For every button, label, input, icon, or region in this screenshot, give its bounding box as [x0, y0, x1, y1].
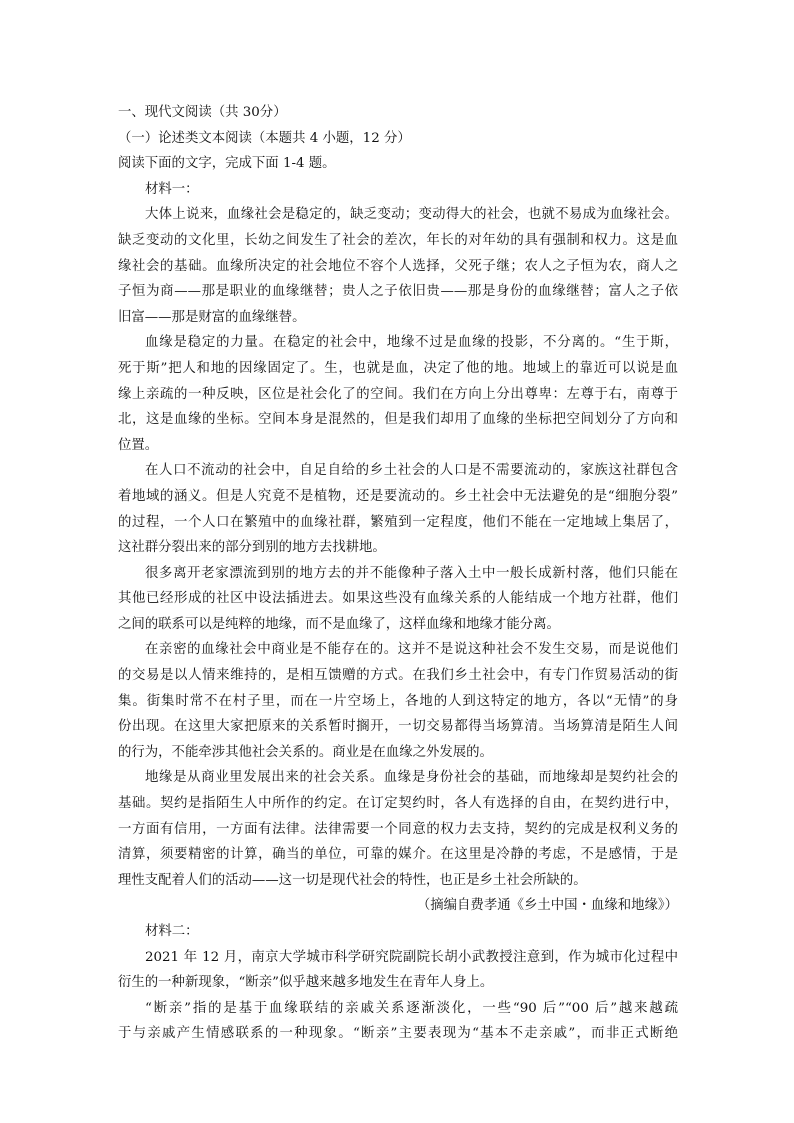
material-1-paragraph-2	[118, 330, 678, 458]
material-1-paragraph-6	[118, 765, 678, 893]
text-line: 位置。	[118, 437, 159, 453]
text-line: “断亲”指的是基于血缘联结的亲戚关系逐渐淡化，一些“90 后”“00 后”越来越疏	[145, 1000, 678, 1016]
text-line: 之间的联系可以是纯粹的地缘，而不是血缘了，这样血缘和地缘才能分离。	[118, 616, 560, 632]
text-line: 缺乏变动的文化里，长幼之间发生了社会的差次，年长的对年幼的具有强制和权力。这是血	[118, 232, 678, 248]
text-line: 着地域的涵义。但是人究竟不是植物，还是要流动的。乡土社会中无法避免的是“细胞分裂”	[118, 488, 678, 504]
text-line: 北，这是血缘的坐标。空间本身是混然的，但是我们却用了血缘的坐标把空间划分了方向和	[118, 412, 678, 428]
text-line: 旧富——那是财富的血缘继替。	[118, 309, 306, 325]
text-line: 的行为，不能牵涉其他社会关系的。商业是在血缘之外发展的。	[118, 744, 493, 760]
text-line: 死于斯”把人和地的因缘固定了。生，也就是血，决定了他的地。地域上的靠近可以说是血	[118, 360, 678, 376]
text-line: 一方面有信用，一方面有法律。法律需要一个同意的权力去支持，契约的完成是权利义务的	[118, 821, 678, 837]
text-line: 缘社会的基础。血缘所决定的社会地位不容个人选择，父死子继；农人之子恒为农，商人之	[118, 258, 678, 274]
text-line: 于与亲戚产生情感联系的一种现象。“断亲”主要表现为“基本不走亲戚”，而非正式断绝	[118, 1026, 678, 1042]
text-line: 在亲密的血缘社会中商业是不能存在的。这并不是说这种社会不发生交易，而是说他们	[145, 642, 678, 658]
text-line: 衍生的一种新现象，“断亲”似乎越来越多地发生在青年人身上。	[118, 975, 494, 991]
instruction: 阅读下面的文字，完成下面 1-4 题。	[118, 156, 336, 172]
text-line: 集。街集时常不在村子里，而在一片空场上，各地的人到这特定的地方，各以“无情”的身	[118, 693, 678, 709]
text-line: 地缘是从商业里发展出来的社会关系。血缘是身份社会的基础，而地缘却是契约社会的	[145, 770, 678, 786]
text-line: 子恒为商——那是职业的血缘继替；贵人之子依旧贵——那是身份的血缘继替；富人之子依	[118, 284, 678, 300]
text-line: 很多离开老家漂流到别的地方去的并不能像种子落入土中一般长成新村落，他们只能在	[145, 565, 678, 581]
section-title: 一、现代文阅读（共 30分）	[118, 105, 287, 120]
text-line: 基础。契约是指陌生人中所作的约定。在订定契约时，各人有选择的自由，在契约进行中，	[118, 796, 678, 812]
text-line: 血缘是稳定的力量。在稳定的社会中，地缘不过是血缘的投影，不分离的。“生于斯，	[145, 335, 678, 351]
material-1-paragraph-1	[118, 202, 678, 330]
text-line: 理性支配着人们的活动——这一切是现代社会的特性，也正是乡土社会所缺的。	[118, 872, 587, 888]
subsection-title: （一）论述类文本阅读（本题共 4 小题，12 分）	[118, 130, 411, 146]
text-line: 其他已经形成的社区中设法插进去。如果这些没有血缘关系的人能结成一个地方社群，他们	[118, 591, 678, 607]
text-line: 缘上亲疏的一种反映，区位是社会化了的空间。我们在方向上分出尊卑：左尊于右，南尊于	[118, 386, 678, 402]
material-1-label: 材料一：	[145, 181, 199, 197]
text-line: 大体上说来，血缘社会是稳定的，缺乏变动；变动得大的社会，也就不易成为血缘社会。	[145, 207, 678, 223]
text-line: 这社群分裂出来的部分到别的地方去找耕地。	[118, 540, 386, 556]
text-line: 份出现。在这里大家把原来的关系暂时搁开，一切交易都得当场算清。当场算清是陌生人间	[118, 719, 678, 735]
material-2-paragraph-2	[118, 996, 678, 1047]
material-1-paragraph-3	[118, 458, 678, 560]
material-1-paragraph-4	[118, 561, 678, 638]
text-line: 清算，须要精密的计算，确当的单位，可靠的媒介。在这里是冷静的考虑，不是感情，于是	[118, 847, 678, 863]
text-line: 在人口不流动的社会中，自足自给的乡土社会的人口是不需要流动的，家族这社群包含	[145, 463, 678, 479]
document-page	[118, 100, 678, 1047]
text-line: 的交易是以人情来维持的，是相互馈赠的方式。在我们乡土社会中，有专门作贸易活动的街	[118, 668, 678, 684]
material-2-label: 材料二：	[145, 924, 199, 939]
material-2-paragraph-1	[118, 945, 678, 996]
text-line: 2021 年 12 月，南京大学城市科学研究院副院长胡小武教授注意到，作为城市化过程中	[145, 949, 678, 965]
material-1-source: （摘编自费孝通《乡土中国・血缘和地缘》）	[416, 898, 678, 914]
material-1-paragraph-5	[118, 637, 678, 765]
text-line: 的过程，一个人口在繁殖中的血缘社群，繁殖到一定程度，他们不能在一定地域上集居了，	[118, 514, 678, 530]
